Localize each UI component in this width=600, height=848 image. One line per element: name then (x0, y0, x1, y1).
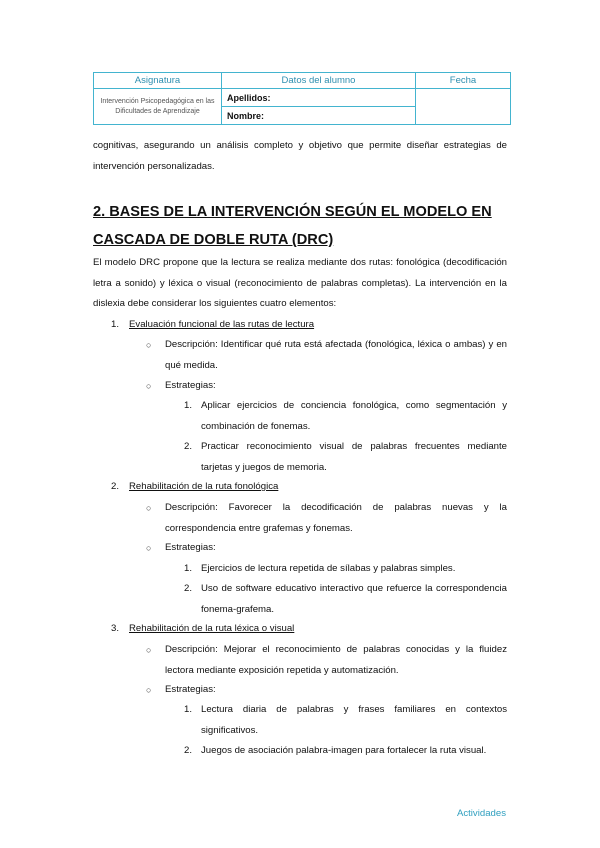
strategy-number: 2. (184, 583, 193, 594)
header-subject-label: Asignatura (94, 73, 222, 89)
strategies-label: Estrategias: (165, 542, 216, 553)
header-date-value (416, 89, 511, 125)
bullet-icon: ○ (146, 543, 152, 553)
bullet-icon: ○ (146, 503, 152, 513)
strategy-number: 2. (184, 745, 193, 756)
item-title: Rehabilitación de la ruta fonológica (129, 481, 279, 492)
strategy-number: 2. (184, 441, 193, 452)
bullet-icon: ○ (146, 645, 152, 655)
section-title: 2. BASES DE LA INTERVENCIÓN SEGÚN EL MODELO EN CASCADA DE DOBLE RUTA (DRC) (93, 204, 492, 248)
strategy-text: Uso de software educativo interactivo que refuerce la correspondencia fonema-grafema. (201, 583, 507, 615)
header-surname-label: Apellidos: (222, 89, 416, 107)
item-number: 3. (111, 623, 120, 634)
section-intro: El modelo DRC propone que la lectura se realiza mediante dos rutas: fonológica (decodificación letra a sonido) y léxica o visual (reconocimiento de palabras completas). La intervención en la dislexia debe considerar los siguientes cuatro elementos: (93, 257, 507, 309)
strategy-number: 1. (184, 400, 193, 411)
header-student-label: Datos del alumno (222, 73, 416, 89)
intro-continuation: cognitivas, asegurando un análisis completo y objetivo que permite diseñar estrategias de intervención personalizadas. (93, 140, 507, 172)
strategy-text: Lectura diaria de palabras y frases familiares en contextos significativos. (201, 704, 507, 736)
item-description: Descripción: Favorecer la decodificación de palabras nuevas y la correspondencia entre grafemas y fonemas. (165, 502, 507, 534)
item-number: 1. (111, 319, 120, 330)
strategy-text: Ejercicios de lectura repetida de sílabas y palabras simples. (201, 563, 456, 574)
strategy-number: 1. (184, 704, 193, 715)
bullet-icon: ○ (146, 381, 152, 391)
item-number: 2. (111, 481, 120, 492)
item-description: Descripción: Mejorar el reconocimiento de palabras conocidas y la fluidez lectora mediante exposición repetida y automatización. (165, 644, 507, 676)
item-title: Evaluación funcional de las rutas de lectura (129, 319, 315, 330)
strategies-label: Estrategias: (165, 684, 216, 695)
header-subject-value: Intervención Psicopedagógica en las Dificultades de Aprendizaje (94, 89, 222, 125)
strategies-label: Estrategias: (165, 380, 216, 391)
strategy-text: Practicar reconocimiento visual de palabras frecuentes mediante tarjetas y juegos de memoria. (201, 441, 507, 473)
footer-label: Actividades (456, 808, 506, 819)
header-date-label: Fecha (416, 73, 511, 89)
strategy-number: 1. (184, 563, 193, 574)
header-table (93, 72, 511, 125)
bullet-icon: ○ (146, 685, 152, 695)
item-description: Descripción: Identificar qué ruta está afectada (fonológica, léxica o ambas) y en qué medida. (165, 339, 507, 371)
strategy-text: Juegos de asociación palabra-imagen para fortalecer la ruta visual. (201, 745, 487, 756)
strategy-text: Aplicar ejercicios de conciencia fonológica, como segmentación y combinación de fonemas. (201, 400, 507, 432)
bullet-icon: ○ (146, 340, 152, 350)
header-name-label: Nombre: (222, 107, 416, 125)
item-title: Rehabilitación de la ruta léxica o visual (129, 623, 295, 634)
